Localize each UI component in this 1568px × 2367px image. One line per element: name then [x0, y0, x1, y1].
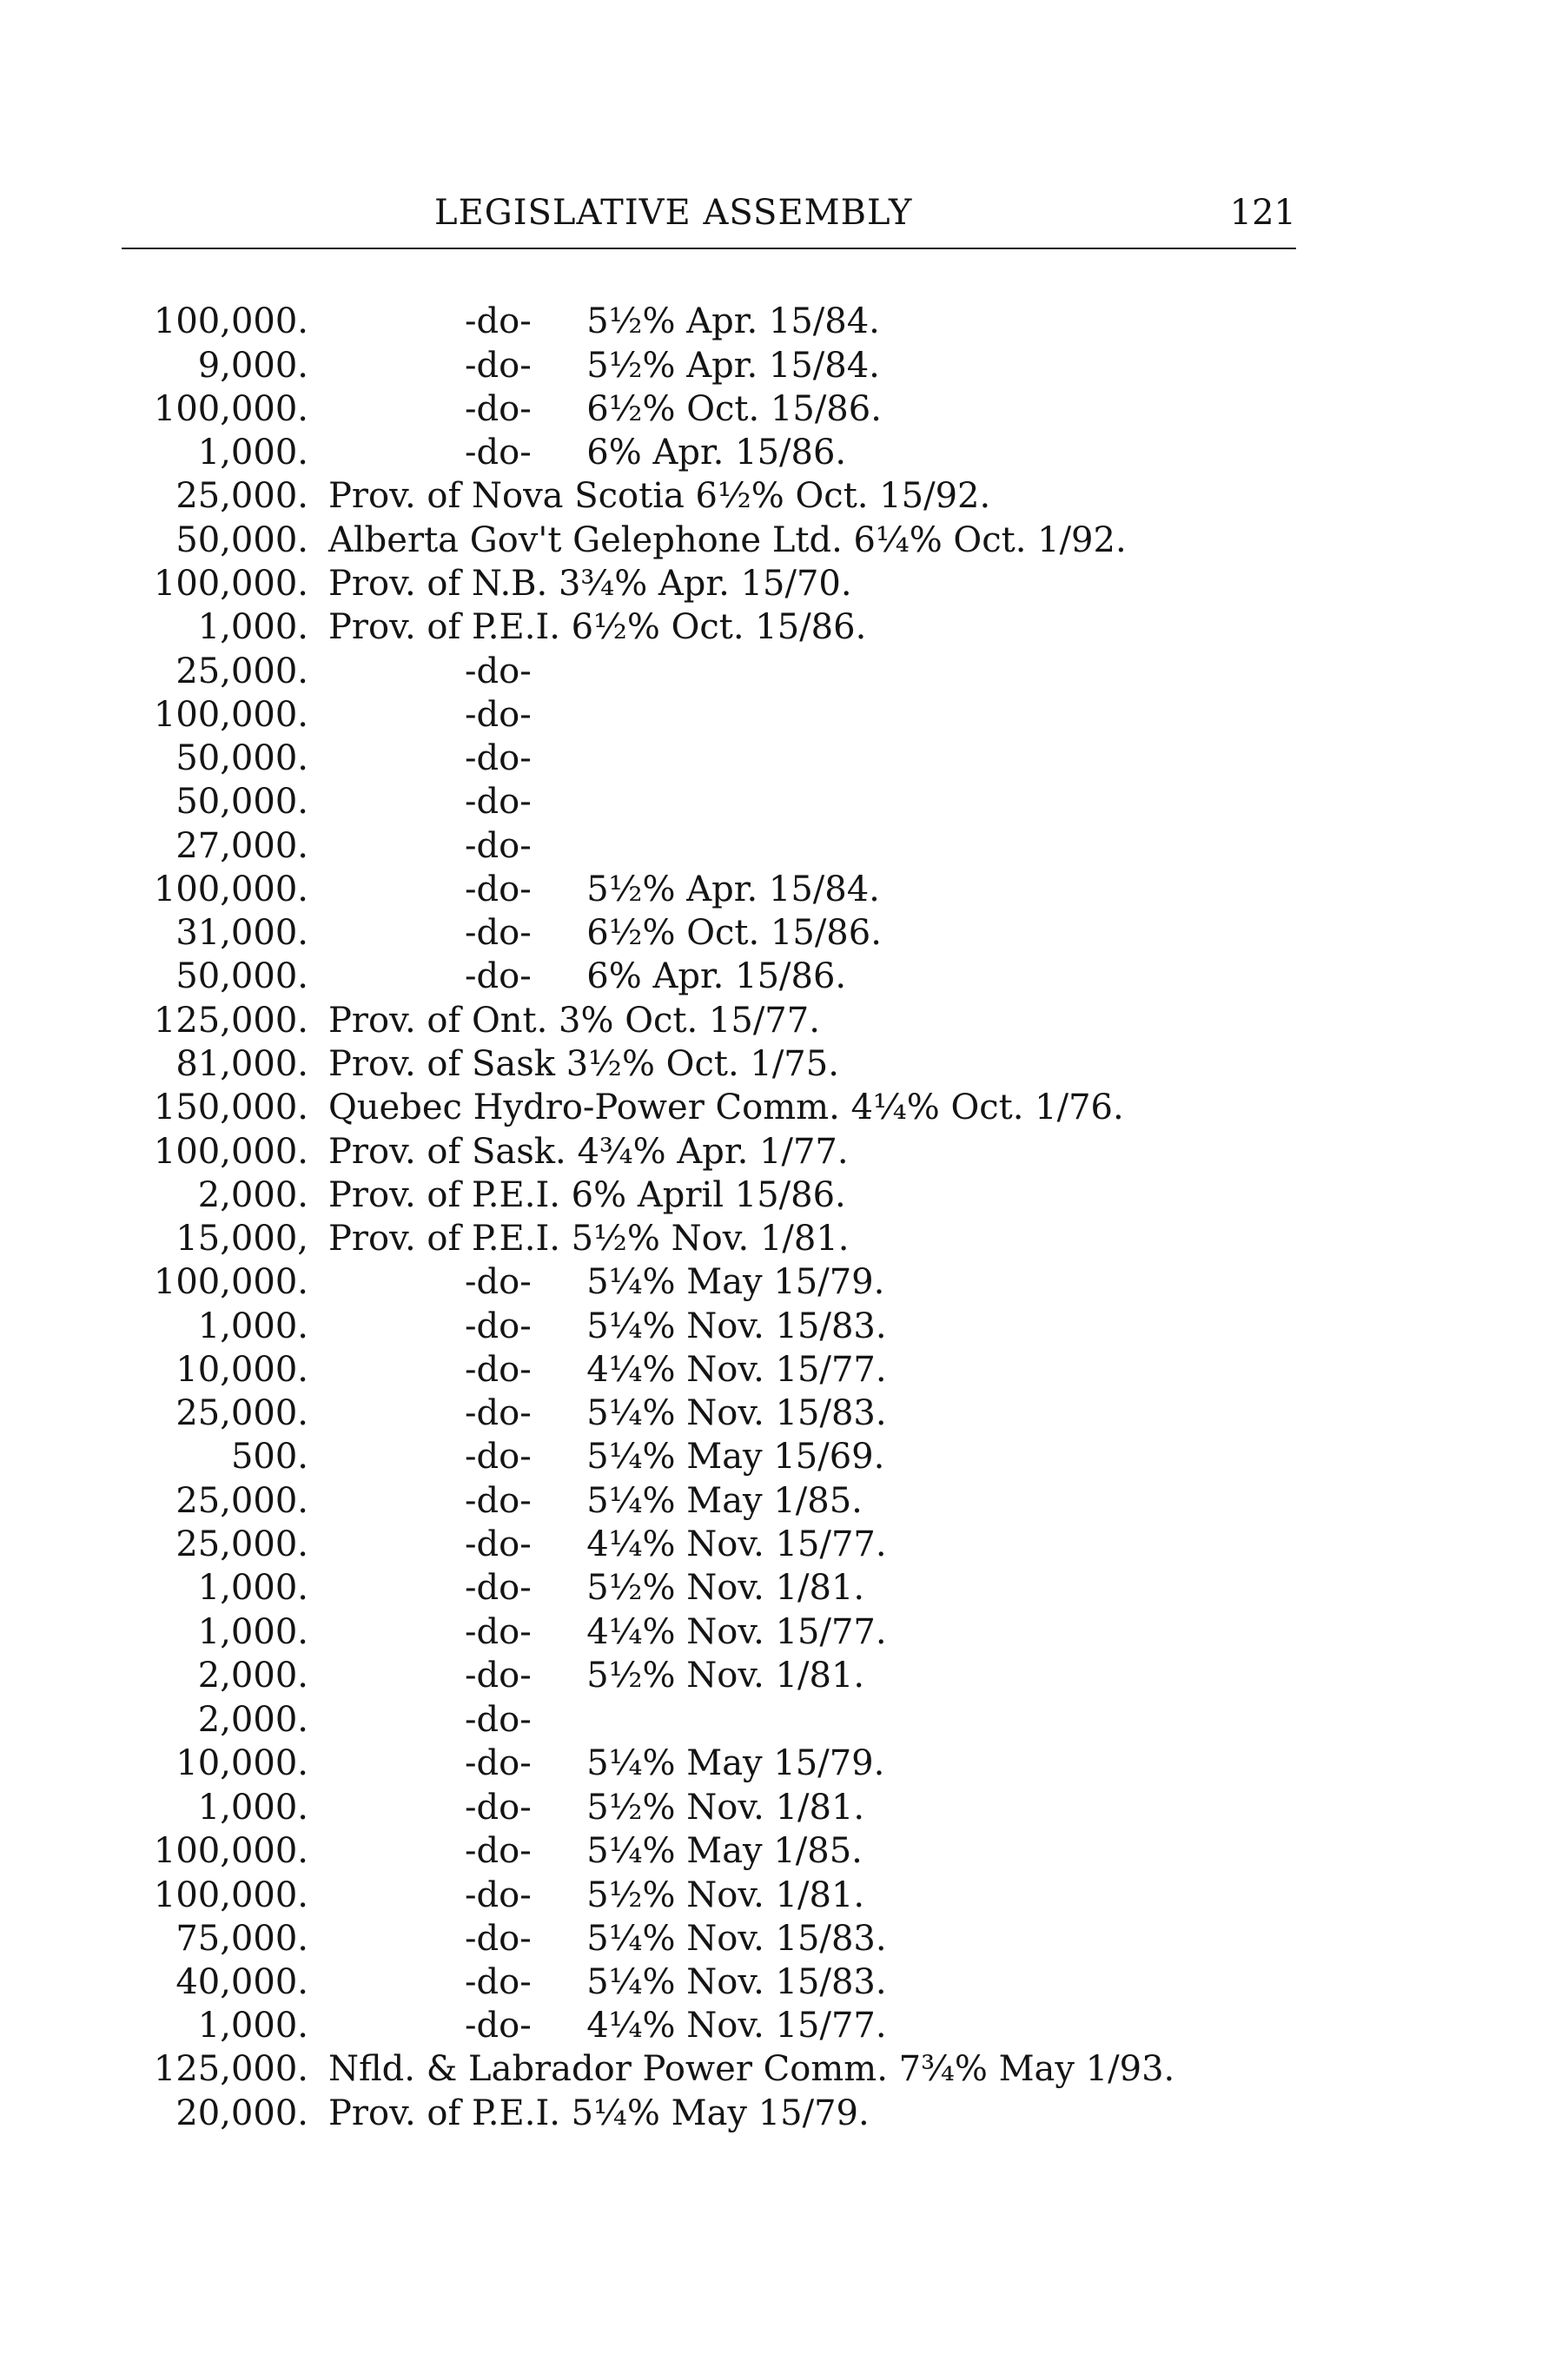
list-item — [0, 1260, 1568, 1304]
list-item — [0, 1917, 1568, 1960]
amount: 100,000. — [153, 389, 308, 429]
list-item — [0, 1435, 1568, 1478]
description: -do- — [465, 738, 532, 778]
description: -do- 5¼% May 15/69. — [465, 1437, 885, 1477]
description: -do- 4¼% Nov. 15/77. — [465, 1612, 887, 1652]
list-item — [0, 1217, 1568, 1260]
description: -do- 5½% Nov. 1/81. — [465, 1788, 865, 1828]
amount: 1,000. — [197, 1568, 308, 1608]
list-item — [0, 1654, 1568, 1697]
list-item — [0, 300, 1568, 343]
list-item — [0, 1829, 1568, 1873]
description: -do- — [465, 651, 532, 691]
amount: 20,000. — [175, 2093, 308, 2133]
amount: 25,000. — [175, 1393, 308, 1433]
description: Prov. of N.B. 3¾% Apr. 15/70. — [328, 564, 852, 604]
amount: 100,000. — [153, 869, 308, 909]
amount: 25,000. — [175, 1481, 308, 1521]
description: Prov. of Ont. 3% Oct. 15/77. — [328, 1001, 820, 1041]
amount: 2,000. — [197, 1656, 308, 1696]
page-header — [122, 193, 1296, 245]
amount: 15,000, — [175, 1219, 308, 1259]
page-title: LEGISLATIVE ASSEMBLY — [434, 193, 913, 233]
list-item — [0, 1698, 1568, 1742]
list-item — [0, 824, 1568, 868]
amount: 100,000. — [153, 1132, 308, 1172]
list-item — [0, 955, 1568, 998]
list-item — [0, 519, 1568, 562]
list-item — [0, 737, 1568, 780]
description: Prov. of Sask. 4¾% Apr. 1/77. — [328, 1132, 849, 1172]
amount: 1,000. — [197, 607, 308, 647]
amount: 100,000. — [153, 1262, 308, 1302]
amount: 1,000. — [197, 1788, 308, 1828]
description: -do- 5¼% May 15/79. — [465, 1262, 885, 1302]
list-item — [0, 431, 1568, 474]
list-item — [0, 605, 1568, 649]
description: -do- 5¼% May 1/85. — [465, 1831, 863, 1871]
list-item — [0, 1086, 1568, 1129]
description: Prov. of Sask 3½% Oct. 1/75. — [328, 1044, 839, 1084]
amount: 2,000. — [197, 1175, 308, 1215]
description: -do- 5½% Nov. 1/81. — [465, 1568, 865, 1608]
description: -do- 5½% Apr. 15/84. — [465, 346, 880, 386]
description: -do- 6% Apr. 15/86. — [465, 433, 847, 473]
amount: 81,000. — [175, 1044, 308, 1084]
amount: 40,000. — [175, 1962, 308, 2002]
description: -do- 5¼% Nov. 15/83. — [465, 1962, 887, 2002]
amount: 25,000. — [175, 476, 308, 516]
description: -do- — [465, 695, 532, 735]
header-rule — [122, 248, 1296, 249]
list-item — [0, 868, 1568, 911]
list-item — [0, 1174, 1568, 1217]
amount: 1,000. — [197, 1612, 308, 1652]
amount: 125,000. — [153, 2049, 308, 2089]
list-item — [0, 1042, 1568, 1086]
amount: 27,000. — [175, 826, 308, 866]
list-item — [0, 2092, 1568, 2135]
description: Prov. of P.E.I. 5¼% May 15/79. — [328, 2093, 870, 2133]
description: -do- 4¼% Nov. 15/77. — [465, 1524, 887, 1564]
description: -do- 5¼% Nov. 15/83. — [465, 1306, 887, 1346]
list-item — [0, 474, 1568, 518]
description: -do- 5½% Nov. 1/81. — [465, 1656, 865, 1696]
list-item — [0, 2004, 1568, 2047]
list-item — [0, 780, 1568, 823]
list-item — [0, 1305, 1568, 1348]
description: -do- 6½% Oct. 15/86. — [465, 389, 882, 429]
description: -do- 6% Apr. 15/86. — [465, 956, 847, 996]
amount: 500. — [230, 1437, 308, 1477]
amount: 150,000. — [153, 1088, 308, 1127]
list-item — [0, 1392, 1568, 1435]
amount: 50,000. — [175, 738, 308, 778]
list-item — [0, 999, 1568, 1042]
description: Nfld. & Labrador Power Comm. 7¾% May 1/93. — [328, 2049, 1175, 2089]
description: Prov. of P.E.I. 5½% Nov. 1/81. — [328, 1219, 850, 1259]
list-item — [0, 1610, 1568, 1654]
amount: 100,000. — [153, 301, 308, 341]
description: -do- 4¼% Nov. 15/77. — [465, 2006, 887, 2046]
amount: 10,000. — [175, 1350, 308, 1390]
description: -do- — [465, 782, 532, 822]
amount: 1,000. — [197, 433, 308, 473]
amount: 50,000. — [175, 956, 308, 996]
amount: 9,000. — [197, 346, 308, 386]
description: -do- 5½% Nov. 1/81. — [465, 1875, 865, 1915]
list-item — [0, 1960, 1568, 2004]
amount: 100,000. — [153, 1831, 308, 1871]
description: -do- 5¼% Nov. 15/83. — [465, 1393, 887, 1433]
list-item — [0, 1348, 1568, 1392]
description: Alberta Gov't Gelephone Ltd. 6¼% Oct. 1/92. — [328, 520, 1127, 560]
list-item — [0, 693, 1568, 737]
amount: 50,000. — [175, 782, 308, 822]
amount: 1,000. — [197, 1306, 308, 1346]
description: -do- — [465, 1700, 532, 1740]
amount: 10,000. — [175, 1743, 308, 1783]
amount: 1,000. — [197, 2006, 308, 2046]
description: Quebec Hydro-Power Comm. 4¼% Oct. 1/76. — [328, 1088, 1124, 1127]
amount: 2,000. — [197, 1700, 308, 1740]
description: Prov. of P.E.I. 6½% Oct. 15/86. — [328, 607, 867, 647]
amount: 100,000. — [153, 695, 308, 735]
page-number: 121 — [1229, 193, 1296, 233]
amount: 100,000. — [153, 564, 308, 604]
list-item — [0, 2047, 1568, 2091]
description: -do- 5½% Apr. 15/84. — [465, 301, 880, 341]
list-item — [0, 1874, 1568, 1917]
amount: 50,000. — [175, 520, 308, 560]
amount: 31,000. — [175, 913, 308, 953]
description: -do- 5¼% May 1/85. — [465, 1481, 863, 1521]
amount: 100,000. — [153, 1875, 308, 1915]
description: -do- — [465, 826, 532, 866]
description: -do- 6½% Oct. 15/86. — [465, 913, 882, 953]
list-item — [0, 1566, 1568, 1610]
list-item — [0, 1523, 1568, 1566]
description: -do- 5¼% May 15/79. — [465, 1743, 885, 1783]
list-item — [0, 1786, 1568, 1829]
description: Prov. of Nova Scotia 6½% Oct. 15/92. — [328, 476, 991, 516]
description: -do- 5¼% Nov. 15/83. — [465, 1919, 887, 1959]
list-item — [0, 562, 1568, 605]
description: Prov. of P.E.I. 6% April 15/86. — [328, 1175, 846, 1215]
list-item — [0, 911, 1568, 955]
list-item — [0, 650, 1568, 693]
amount: 25,000. — [175, 1524, 308, 1564]
amount: 125,000. — [153, 1001, 308, 1041]
list-item — [0, 387, 1568, 431]
list-item — [0, 1130, 1568, 1174]
amount: 25,000. — [175, 651, 308, 691]
description: -do- 4¼% Nov. 15/77. — [465, 1350, 887, 1390]
list-item — [0, 1479, 1568, 1523]
list-item — [0, 1742, 1568, 1785]
description: -do- 5½% Apr. 15/84. — [465, 869, 880, 909]
list-item — [0, 344, 1568, 387]
amount: 75,000. — [175, 1919, 308, 1959]
